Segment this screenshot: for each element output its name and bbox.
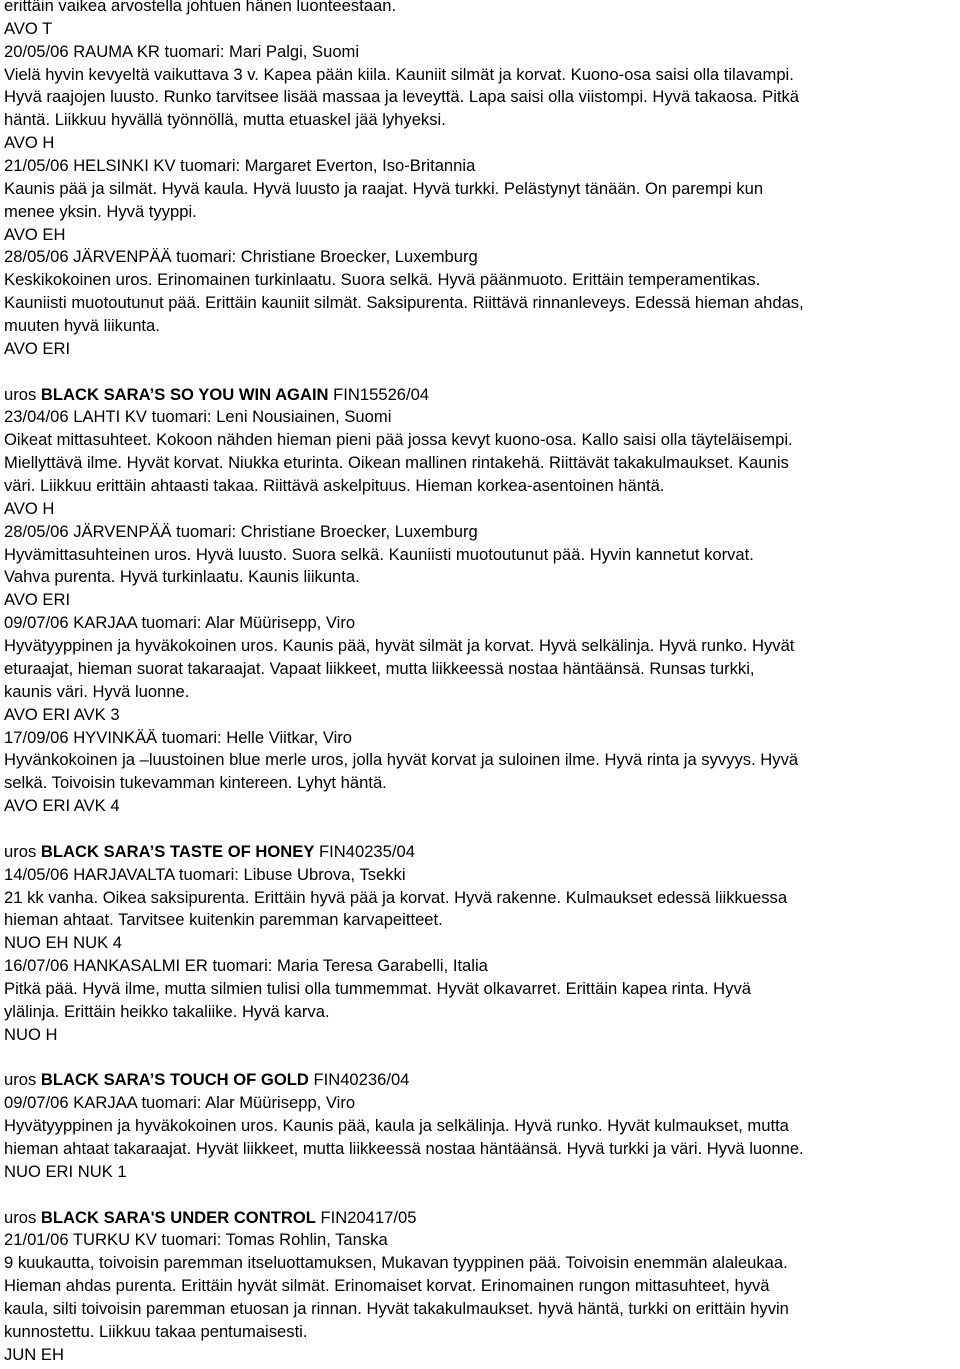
text-line: selkä. Toivoisin tukevamman kintereen. Lyhyt häntä. (4, 773, 387, 793)
text-line: Hyvämittasuhteinen uros. Hyvä luusto. Suora selkä. Kauniisti muotoutunut pää. Hyvin kannetut korvat. (4, 544, 754, 564)
dog-heading (4, 1069, 958, 1092)
text-line: Pitkä pää. Hyvä ilme, mutta silmien tulisi olla tummemmat. Hyvät olkavarret. Erittäin kapea rinta. Hyvä (4, 978, 751, 998)
show-line: 21/01/06 TURKU KV tuomari: Tomas Rohlin, Tanska (4, 1230, 388, 1250)
dog-name: BLACK SARA’S TASTE OF HONEY (40, 841, 315, 861)
text-line: kaunis väri. Hyvä luonne. (4, 681, 190, 701)
award-line: AVO H (4, 498, 55, 518)
dog-prefix: uros (4, 1207, 41, 1227)
text-line: Miellyttävä ilme. Hyvät korvat. Niukka eturinta. Oikean mallinen rintakehä. Riittävät takakulmaukset. Kaunis (4, 453, 789, 473)
text-line: Hyvä raajojen luusto. Runko tarvitsee lisää massaa ja leveyttä. Lapa saisi olla viistompi. Hyvä takaosa. Pitkä (4, 87, 800, 107)
show-line: 16/07/06 HANKASALMI ER tuomari: Maria Teresa Garabelli, Italia (4, 956, 488, 976)
dog-prefix: uros (4, 841, 41, 861)
award-line: AVO T (4, 18, 53, 38)
award-line: AVO EH (4, 224, 66, 244)
dog-name: BLACK SARA’S SO YOU WIN AGAIN (40, 384, 329, 404)
text-line: ylälinja. Erittäin heikko takaliike. Hyvä karva. (4, 1001, 330, 1021)
blank-line (4, 1047, 958, 1070)
text-line: muuten hyvä liikunta. (4, 316, 160, 336)
award-line: AVO ERI AVK 3 (4, 704, 120, 724)
show-line: 17/09/06 HYVINKÄÄ tuomari: Helle Viitkar, Viro (4, 727, 353, 747)
dog-registration: FIN40235/04 (314, 841, 415, 861)
award-line: AVO H (4, 133, 55, 153)
document-page (4, 0, 958, 1367)
show-line: 28/05/06 JÄRVENPÄÄ tuomari: Christiane Broecker, Luxemburg (4, 521, 478, 541)
dog-heading (4, 1207, 958, 1230)
text-line: Hieman ahdas purenta. Erittäin hyvät silmät. Erinomaiset korvat. Erinomainen rungon mittasuhteet, hyvä (4, 1276, 770, 1296)
text-line: Kaunis pää ja silmät. Hyvä kaula. Hyvä luusto ja raajat. Hyvä turkki. Pelästynyt tänään. On parempi kun (4, 178, 764, 198)
dog-name: BLACK SARA’S TOUCH OF GOLD (40, 1070, 309, 1090)
blank-line (4, 818, 958, 841)
show-line: 28/05/06 JÄRVENPÄÄ tuomari: Christiane Broecker, Luxemburg (4, 247, 478, 267)
award-line: AVO ERI (4, 590, 71, 610)
award-line: NUO EH NUK 4 (4, 933, 123, 953)
text-line: menee yksin. Hyvä tyyppi. (4, 201, 197, 221)
text-line: Kauniisti muotoutunut pää. Erittäin kauniit silmät. Saksipurenta. Riittävä rinnanleveys. Edessä hieman ahdas, (4, 293, 804, 313)
dog-prefix: uros (4, 384, 41, 404)
show-line: 09/07/06 KARJAA tuomari: Alar Müürisepp, Viro (4, 613, 356, 633)
text-line: kunnostettu. Liikkuu takaa pentumaisesti. (4, 1321, 308, 1341)
text-line: väri. Liikkuu erittäin ahtaasti takaa. Riittävä askelpituus. Hieman korkea-asentoinen häntä. (4, 476, 665, 496)
award-line: AVO ERI (4, 338, 71, 358)
text-line: Hyvätyyppinen ja hyväkokoinen uros. Kaunis pää, kaula ja selkälinja. Hyvä runko. Hyvät kulmaukset, mutta (4, 1116, 789, 1136)
text-line: Vahva purenta. Hyvä turkinlaatu. Kaunis liikunta. (4, 567, 360, 587)
award-line: JUN EH (4, 1344, 64, 1364)
text-line: hieman ahtaat takaraajat. Hyvät liikkeet, mutta liikkeessä nostaa häntäänsä. Hyvä turkki ja väri. Hyvä luonne. (4, 1138, 804, 1158)
dog-registration: FIN40236/04 (308, 1070, 410, 1090)
dog-registration: FIN15526/04 (328, 384, 430, 404)
dog-heading (4, 841, 958, 864)
text-line: hieman ahtaat. Tarvitsee kuitenkin paremman karvapeitteet. (4, 910, 443, 930)
text-line: häntä. Liikkuu hyvällä työnnöllä, mutta etuaskel jää lyhyeksi. (4, 110, 446, 130)
text-line: kaula, silti toivoisin paremman etuosan ja rinnan. Hyvät takakulmaukset. hyvä häntä, turkki on erittäin hyvin (4, 1298, 789, 1318)
text-line: eturaajat, hieman suorat takaraajat. Vapaat liikkeet, mutta liikkeessä nostaa häntäänsä. Runsas turkki, (4, 658, 755, 678)
dog-name: BLACK SARA'S UNDER CONTROL (40, 1207, 316, 1227)
show-line: 23/04/06 LAHTI KV tuomari: Leni Nousiainen, Suomi (4, 407, 392, 427)
text-line: Oikeat mittasuhteet. Kokoon nähden hieman pieni pää jossa kevyt kuono-osa. Kallo saisi olla täyteläisempi. (4, 430, 793, 450)
dog-prefix: uros (4, 1070, 41, 1090)
award-line: NUO ERI NUK 1 (4, 1161, 127, 1181)
show-line: 20/05/06 RAUMA KR tuomari: Mari Palgi, Suomi (4, 41, 360, 61)
show-line: 21/05/06 HELSINKI KV tuomari: Margaret Everton, Iso-Britannia (4, 156, 476, 176)
text-line: Hyvänkokoinen ja –luustoinen blue merle uros, jolla hyvät korvat ja suloinen ilme. Hyvä rinta ja syvyys. Hyvä (4, 750, 799, 770)
dog-registration: FIN20417/05 (315, 1207, 417, 1227)
text-line: Hyvätyyppinen ja hyväkokoinen uros. Kaunis pää, hyvät silmät ja korvat. Hyvä selkälinja. Hyvä runko. Hyvät (4, 636, 795, 656)
text-line: 9 kuukautta, toivoisin paremman itseluottamuksen, Mukavan tyyppinen pää. Toivoisin enemmän alaleukaa. (4, 1253, 788, 1273)
text-line: Vielä hyvin kevyeltä vaikuttava 3 v. Kapea pään kiila. Kauniit silmät ja korvat. Kuono-osa saisi olla tilavampi. (4, 64, 794, 84)
award-line: NUO H (4, 1024, 58, 1044)
text-line: Keskikokoinen uros. Erinomainen turkinlaatu. Suora selkä. Hyvä päänmuoto. Erittäin temperamentikas. (4, 270, 761, 290)
blank-line (4, 1184, 958, 1207)
show-line: 14/05/06 HARJAVALTA tuomari: Libuse Ubrova, Tsekki (4, 864, 406, 884)
text-line: erittäin vaikea arvostella johtuen hänen luonteestaan. (4, 0, 397, 15)
dog-heading (4, 384, 958, 407)
blank-line (4, 361, 958, 384)
text-line: 21 kk vanha. Oikea saksipurenta. Erittäin hyvä pää ja korvat. Hyvä rakenne. Kulmaukset edessä liikkuessa (4, 887, 788, 907)
show-line: 09/07/06 KARJAA tuomari: Alar Müürisepp, Viro (4, 1093, 356, 1113)
award-line: AVO ERI AVK 4 (4, 796, 120, 816)
